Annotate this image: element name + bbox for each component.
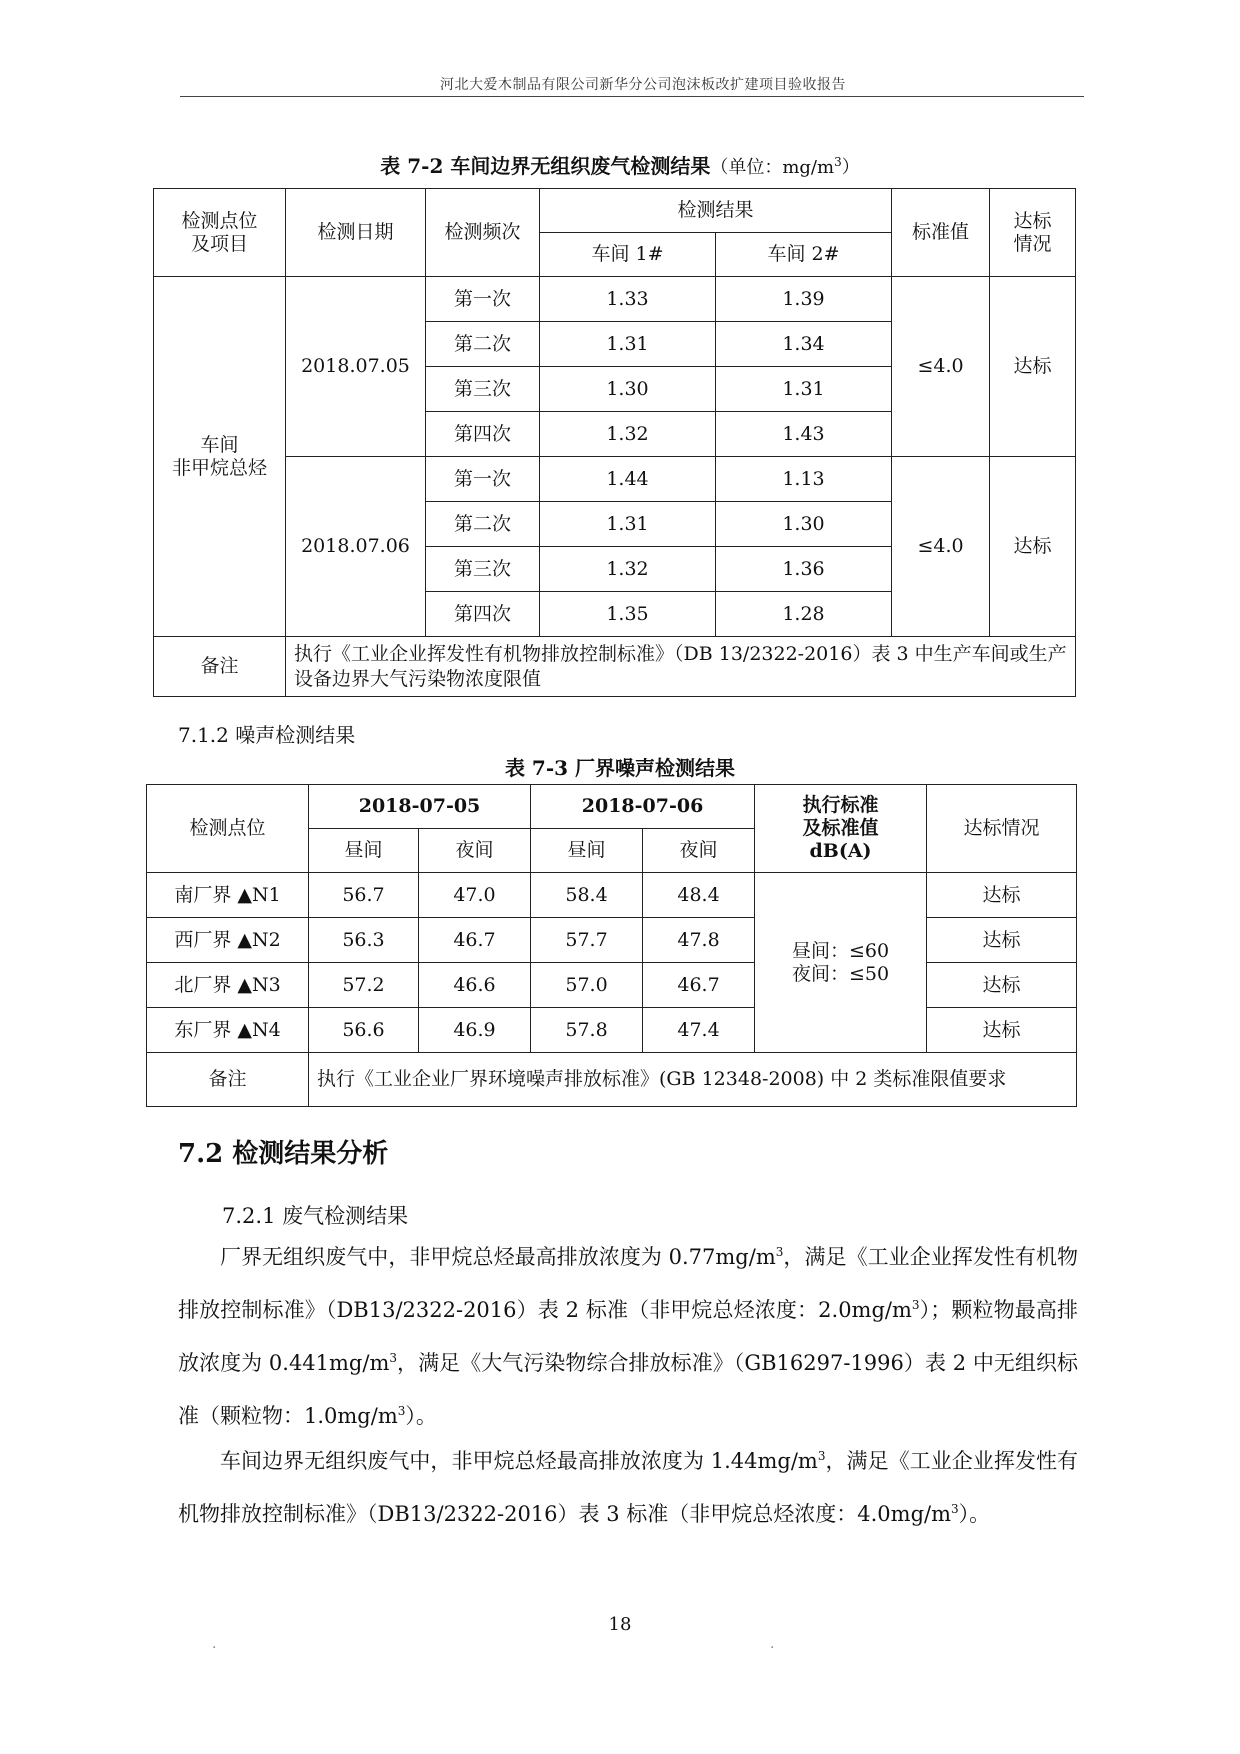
- date-cell: 2018.07.06: [286, 457, 426, 637]
- value-cell: 58.4: [531, 873, 643, 918]
- value-cell: 1.13: [716, 457, 892, 502]
- value-cell: 1.44: [540, 457, 716, 502]
- table-7-2-unit: （单位：$mg/m^3$）: [710, 155, 860, 178]
- header-status: 达标情况: [927, 785, 1077, 873]
- value-cell: 56.7: [309, 873, 419, 918]
- value-cell: 1.31: [540, 502, 716, 547]
- point-cell: 东厂界 ▲N4: [147, 1008, 309, 1053]
- date-cell: 2018.07.05: [286, 277, 426, 457]
- freq-cell: 第三次: [426, 547, 540, 592]
- value-cell: 56.3: [309, 918, 419, 963]
- header-day-2: 昼间: [531, 829, 643, 873]
- page-number: 18: [608, 1614, 632, 1635]
- value-cell: 1.39: [716, 277, 892, 322]
- section-7-1-2-title: 7.1.2 噪声检测结果: [178, 723, 356, 747]
- header-date: 检测日期: [286, 189, 426, 277]
- value-cell: 1.32: [540, 547, 716, 592]
- value-cell: 1.30: [540, 367, 716, 412]
- scan-speck: ·: [770, 1640, 775, 1656]
- note-text: 执行《工业企业厂界环境噪声排放标准》(GB 12348-2008) 中 2 类标准限值要求: [309, 1053, 1077, 1107]
- note-text: 执行《工业企业挥发性有机物排放控制标准》（DB 13/2322-2016）表 3 中生产车间或生产设备边界大气污染物浓度限值: [286, 637, 1076, 697]
- value-cell: 47.0: [419, 873, 531, 918]
- header-night-2: 夜间: [643, 829, 755, 873]
- value-cell: 1.43: [716, 412, 892, 457]
- header-date-1: 2018-07-05: [309, 785, 531, 829]
- table-row: [154, 277, 1076, 322]
- section-7-2-title: 7.2 检测结果分析: [178, 1139, 389, 1169]
- value-cell: 1.31: [540, 322, 716, 367]
- table-7-3-caption: 表 7-3 厂界噪声检测结果: [504, 756, 736, 780]
- header-rule: [180, 96, 1084, 97]
- value-cell: 47.8: [643, 918, 755, 963]
- value-cell: 1.31: [716, 367, 892, 412]
- table-7-2-caption: [0, 150, 1240, 179]
- standard-cell: ≤4.0: [892, 277, 990, 457]
- status-cell: 达标: [990, 277, 1076, 457]
- table-7-3: [146, 784, 1077, 1107]
- table-row: [147, 873, 1077, 918]
- value-cell: 1.30: [716, 502, 892, 547]
- value-cell: 1.32: [540, 412, 716, 457]
- value-cell: 1.36: [716, 547, 892, 592]
- value-cell: 46.7: [419, 918, 531, 963]
- freq-cell: 第一次: [426, 457, 540, 502]
- standard-cell: ≤4.0: [892, 457, 990, 637]
- freq-cell: 第三次: [426, 367, 540, 412]
- header-point: 检测点位 及项目: [154, 189, 286, 277]
- header-standard: 执行标准 及标准值 dB(A): [755, 785, 927, 873]
- value-cell: 1.35: [540, 592, 716, 637]
- value-cell: 56.6: [309, 1008, 419, 1053]
- header-workshop-2: 车间 2#: [716, 233, 892, 277]
- freq-cell: 第二次: [426, 502, 540, 547]
- header-night-1: 夜间: [419, 829, 531, 873]
- section-7-2-1-title: 7.2.1 废气检测结果: [222, 1204, 409, 1228]
- value-cell: 48.4: [643, 873, 755, 918]
- note-label: 备注: [147, 1053, 309, 1107]
- point-cell: 车间 非甲烷总烃: [154, 277, 286, 637]
- value-cell: 57.7: [531, 918, 643, 963]
- table-7-2-title: 表 7-2 车间边界无组织废气检测结果: [380, 154, 711, 178]
- point-cell: 南厂界 ▲N1: [147, 873, 309, 918]
- value-cell: 47.4: [643, 1008, 755, 1053]
- freq-cell: 第四次: [426, 592, 540, 637]
- header-standard: 标准值: [892, 189, 990, 277]
- standard-cell: 昼间：≤60 夜间：≤50: [755, 873, 927, 1053]
- note-row: [154, 637, 1076, 697]
- status-cell: 达标: [927, 918, 1077, 963]
- point-cell: 西厂界 ▲N2: [147, 918, 309, 963]
- value-cell: 1.28: [716, 592, 892, 637]
- report-header-title: 河北大爱木制品有限公司新华分公司泡沫板改扩建项目验收报告: [440, 77, 846, 93]
- freq-cell: 第一次: [426, 277, 540, 322]
- header-date-2: 2018-07-06: [531, 785, 755, 829]
- header-frequency: 检测频次: [426, 189, 540, 277]
- value-cell: 57.2: [309, 963, 419, 1008]
- table-row: [147, 963, 1077, 1008]
- status-cell: 达标: [927, 1008, 1077, 1053]
- value-cell: 46.6: [419, 963, 531, 1008]
- table-7-2: [153, 188, 1076, 697]
- value-cell: 46.7: [643, 963, 755, 1008]
- value-cell: 1.33: [540, 277, 716, 322]
- scan-speck: ·: [212, 1640, 217, 1656]
- paragraph-2: 车间边界无组织废气中，非甲烷总烃最高排放浓度为 $1.44mg/m^3$，满足《工业企业挥发性有机物排放控制标准》（DB13/2322-2016）表 3 标准（非甲烷总烃浓度：$4.0mg/m^3$）。: [178, 1449, 1078, 1526]
- value-cell: 1.34: [716, 322, 892, 367]
- table-row: [147, 918, 1077, 963]
- status-cell: 达标: [927, 873, 1077, 918]
- note-row: [147, 1053, 1077, 1107]
- freq-cell: 第二次: [426, 322, 540, 367]
- header-status: 达标 情况: [990, 189, 1076, 277]
- value-cell: 46.9: [419, 1008, 531, 1053]
- table-row: [147, 1008, 1077, 1053]
- value-cell: 57.0: [531, 963, 643, 1008]
- status-cell: 达标: [990, 457, 1076, 637]
- header-point: 检测点位: [147, 785, 309, 873]
- point-cell: 北厂界 ▲N3: [147, 963, 309, 1008]
- header-result: 检测结果: [540, 189, 892, 233]
- status-cell: 达标: [927, 963, 1077, 1008]
- note-label: 备注: [154, 637, 286, 697]
- freq-cell: 第四次: [426, 412, 540, 457]
- value-cell: 57.8: [531, 1008, 643, 1053]
- paragraph-1: 厂界无组织废气中，非甲烷总烃最高排放浓度为 $0.77mg/m^3$，满足《工业企业挥发性有机物排放控制标准》（DB13/2322-2016）表 2 标准（非甲烷总烃浓度：$2.0mg/m^3$）；颗粒物最高排放浓度为 $0.441mg/m^3$，满足《大气污染物综合排放标准》（GB16297-1996）表 2 中无组织标准（颗粒物：$1.0mg/m^3$）。: [178, 1245, 1079, 1428]
- header-day-1: 昼间: [309, 829, 419, 873]
- table-row: [154, 457, 1076, 502]
- header-workshop-1: 车间 1#: [540, 233, 716, 277]
